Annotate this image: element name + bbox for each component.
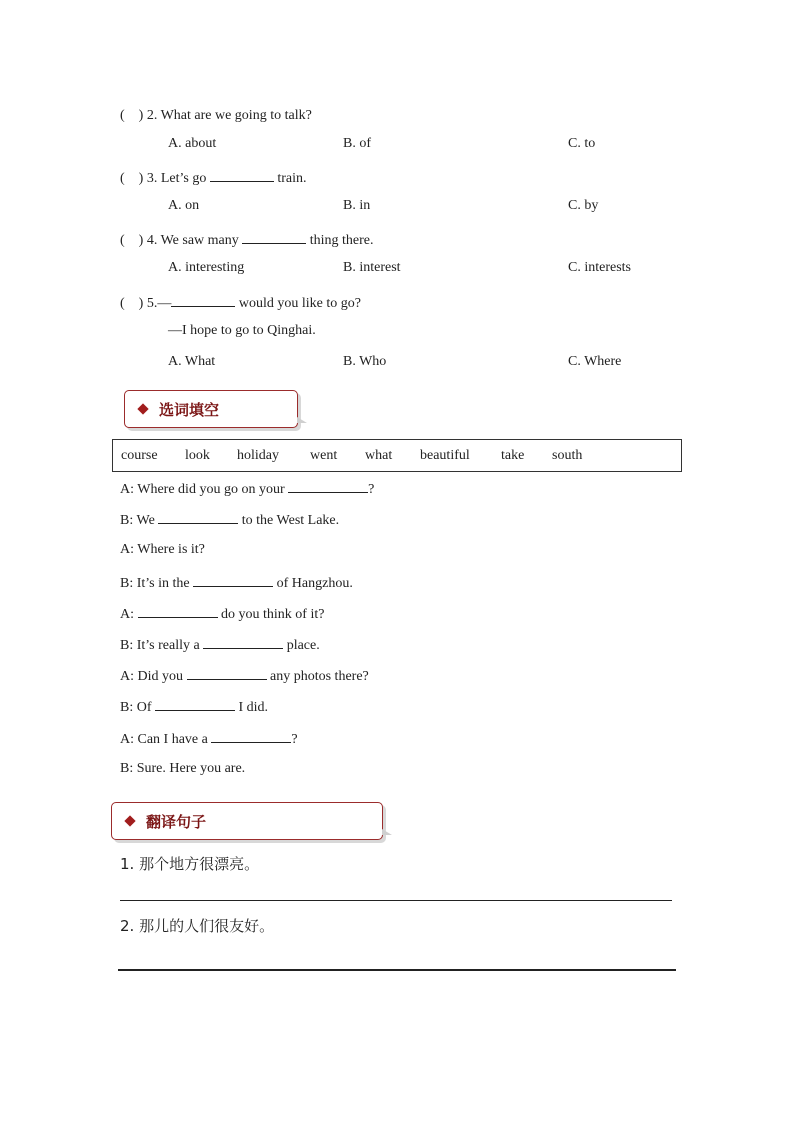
- question-text-post: train.: [277, 171, 307, 186]
- section-header-translate: [111, 802, 383, 840]
- dialogue-line: [120, 511, 339, 529]
- option-b: B. interest: [343, 260, 401, 275]
- answer-blank[interactable]: [211, 730, 291, 743]
- option-a: A. about: [168, 136, 217, 151]
- dialogue-text: B: Sure. Here you are.: [120, 761, 246, 776]
- answer-blank[interactable]: [242, 231, 306, 244]
- word-bank: [112, 439, 682, 472]
- item-text: 那儿的人们很友好。: [139, 917, 275, 935]
- option-b: B. in: [343, 198, 371, 213]
- section-title: 选词填空: [159, 401, 220, 419]
- word-bank-item: beautiful: [420, 448, 470, 463]
- dialogue-line: [120, 730, 298, 748]
- dialogue-text: A: Where did you go on your: [120, 482, 285, 497]
- dialogue-text: do you think of it?: [221, 607, 325, 622]
- option-b: B. of: [343, 136, 371, 151]
- dialogue-text: A: Did you: [120, 669, 183, 684]
- section-title: 翻译句子: [146, 813, 207, 831]
- option-a: A. on: [168, 198, 200, 213]
- question-number: ( ) 2.: [120, 108, 158, 123]
- answer-blank[interactable]: [158, 511, 238, 524]
- dialogue-line: [120, 761, 245, 777]
- answer-blank[interactable]: [203, 636, 283, 649]
- dialogue-text: A:: [120, 607, 134, 622]
- word-bank-item: course: [121, 448, 158, 463]
- question-number: ( ) 3.: [120, 171, 158, 186]
- dialogue-text: ?: [291, 732, 298, 747]
- section-header-word-fill: [124, 390, 298, 428]
- word-bank-item: look: [185, 448, 210, 463]
- question-text-pre: Let’s go: [160, 171, 207, 186]
- answer-blank[interactable]: [187, 667, 267, 680]
- word-bank-item: what: [365, 448, 393, 463]
- option-c: C. by: [568, 198, 599, 213]
- question-number: ( ) 5.: [120, 296, 158, 311]
- translate-item-1: [120, 853, 259, 874]
- dialogue-text: any photos there?: [270, 669, 369, 684]
- dialogue-text: B: We: [120, 513, 155, 528]
- question-5-reply: —I hope to go to Qinghai.: [168, 323, 316, 338]
- answer-blank[interactable]: [155, 698, 235, 711]
- answer-blank[interactable]: [288, 480, 368, 493]
- dialogue-line: [120, 574, 353, 592]
- answer-blank[interactable]: [193, 574, 273, 587]
- dialogue-line: [120, 698, 268, 716]
- question-text-pre: —: [157, 296, 172, 311]
- option-c: C. interests: [568, 260, 631, 275]
- answer-line[interactable]: [120, 900, 672, 901]
- word-bank-item: south: [552, 448, 583, 463]
- question-3: [120, 167, 306, 187]
- diamond-icon: [137, 403, 148, 414]
- option-a: A. interesting: [168, 260, 245, 275]
- answer-blank[interactable]: [210, 169, 274, 182]
- question-text-pre: We saw many: [160, 233, 239, 248]
- question-4: [120, 229, 374, 249]
- word-bank-item: went: [310, 448, 338, 463]
- answer-blank[interactable]: [138, 605, 218, 618]
- dialogue-text: ?: [368, 482, 375, 497]
- question-2: [120, 104, 312, 124]
- question-number: ( ) 4.: [120, 233, 158, 248]
- dialogue-text: place.: [286, 638, 320, 653]
- dialogue-line: [120, 636, 320, 654]
- dialogue-text: of Hangzhou.: [276, 576, 353, 591]
- question-5: [120, 292, 361, 312]
- option-b: B. Who: [343, 354, 387, 369]
- translate-item-2: [120, 915, 274, 936]
- option-c: C. Where: [568, 354, 622, 369]
- item-number: 2.: [120, 917, 135, 935]
- dialogue-text: A: Where is it?: [120, 542, 205, 557]
- word-bank-item: holiday: [237, 448, 279, 463]
- word-bank-item: take: [501, 448, 525, 463]
- dialogue-text: to the West Lake.: [241, 513, 340, 528]
- question-text-post: thing there.: [309, 233, 374, 248]
- dialogue-line: [120, 605, 324, 623]
- question-text: What are we going to talk?: [160, 108, 312, 123]
- dialogue-text: B: Of: [120, 700, 152, 715]
- dialogue-line: [120, 480, 374, 498]
- item-number: 1.: [120, 855, 135, 873]
- dialogue-text: B: It’s really a: [120, 638, 200, 653]
- dialogue-line: [120, 667, 369, 685]
- item-text: 那个地方很漂亮。: [139, 855, 260, 873]
- answer-blank[interactable]: [171, 294, 235, 307]
- header-tail: [382, 829, 392, 835]
- dialogue-text: B: It’s in the: [120, 576, 190, 591]
- dialogue-text: I did.: [238, 700, 269, 715]
- option-c: C. to: [568, 136, 596, 151]
- dialogue-text: A: Can I have a: [120, 732, 208, 747]
- option-a: A. What: [168, 354, 216, 369]
- diamond-icon: [124, 815, 135, 826]
- header-tail: [297, 417, 307, 423]
- answer-line[interactable]: [118, 969, 676, 971]
- question-text-post: would you like to go?: [238, 296, 361, 311]
- dialogue-line: [120, 542, 205, 558]
